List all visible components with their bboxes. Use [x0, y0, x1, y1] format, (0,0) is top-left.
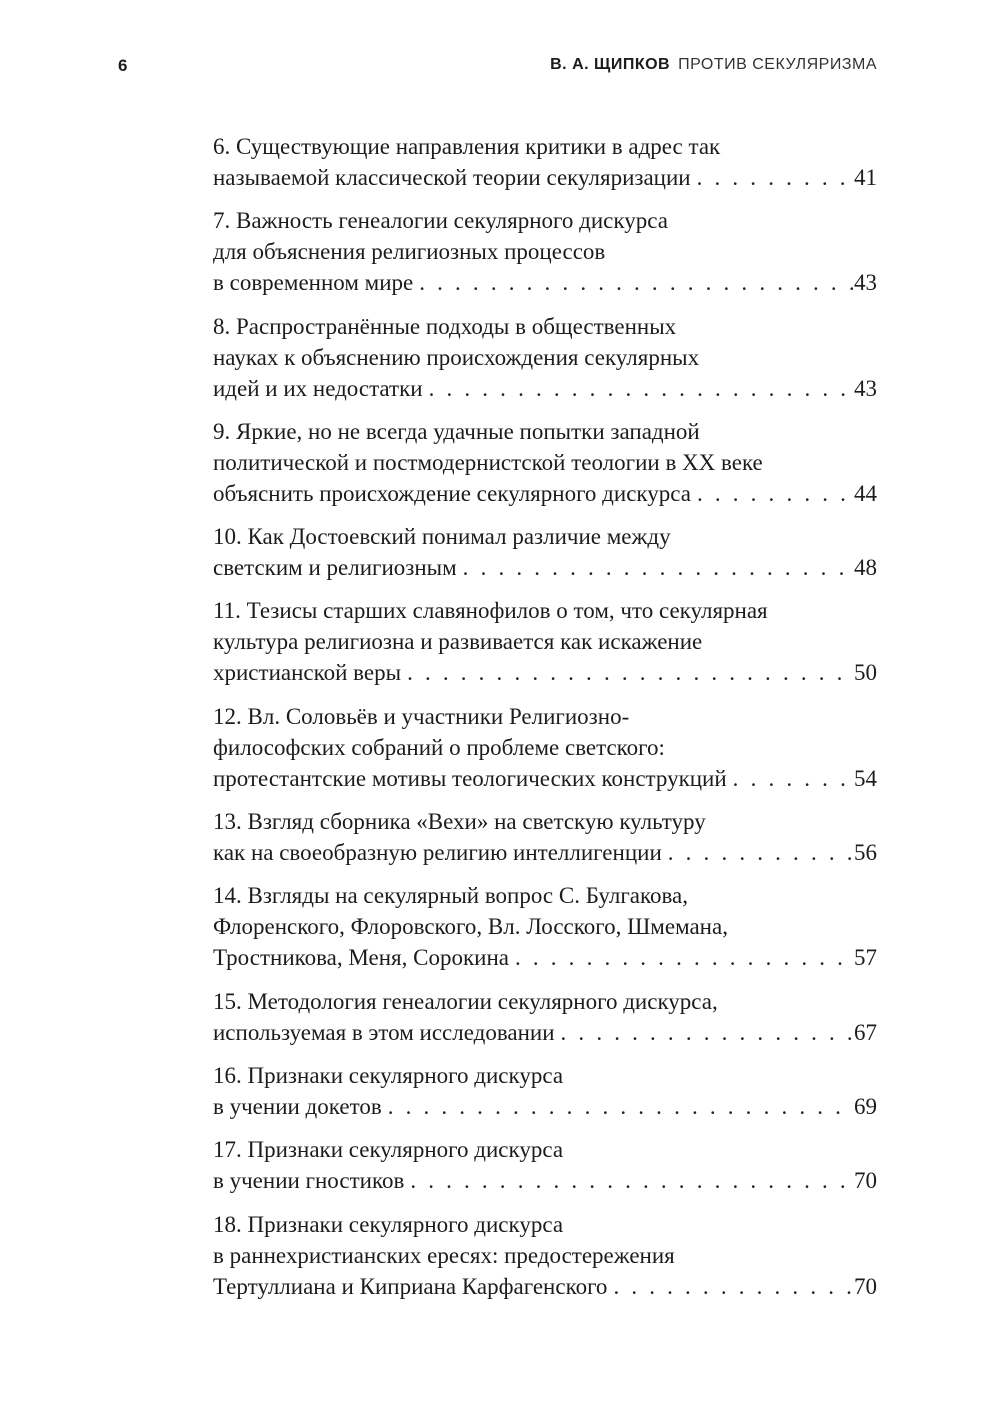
page-number: 6 — [118, 56, 128, 75]
toc-entry-line: в раннехристианских ересях: предостережения — [213, 1242, 675, 1268]
toc-page-number: 48 — [854, 555, 877, 581]
toc-entry-line: для объяснения религиозных процессов — [213, 239, 606, 265]
toc-page-number: 67 — [854, 1019, 877, 1045]
table-of-contents — [213, 131, 877, 1314]
dot-leader — [509, 942, 854, 973]
toc-entry — [213, 1134, 877, 1196]
toc-entry-line: 10. Как Достоевский понимал различие между — [213, 524, 671, 550]
toc-page-number: 50 — [854, 660, 877, 686]
toc-entry-text: светским и религиозным — [213, 555, 457, 581]
toc-entry-line: 12. Вл. Соловьёв и участники Религиозно- — [213, 703, 630, 729]
toc-entry-line: 17. Признаки секулярного дискурса — [213, 1137, 564, 1163]
toc-entry — [213, 521, 877, 583]
toc-entry-text: в учении докетов — [213, 1093, 382, 1119]
toc-entry — [213, 205, 877, 298]
toc-entry-text: как на своеобразную религию интеллигенции — [213, 840, 662, 866]
toc-entry-last-line — [213, 1091, 877, 1122]
toc-entry — [213, 595, 877, 688]
dot-leader — [727, 763, 854, 794]
toc-entry-text: в учении гностиков — [213, 1168, 405, 1194]
book-title: ПРОТИВ СЕКУЛЯРИЗМА — [678, 56, 877, 73]
toc-entry-last-line — [213, 267, 877, 298]
toc-entry-line: философских собраний о проблеме светского: — [213, 734, 665, 760]
toc-entry-last-line — [213, 837, 877, 868]
toc-page-number: 41 — [854, 165, 877, 190]
dot-leader — [662, 837, 854, 868]
toc-entry-last-line — [213, 763, 877, 794]
toc-entry-last-line — [213, 373, 877, 404]
toc-entry-last-line — [213, 1017, 877, 1048]
toc-entry-line: 8. Распространённые подходы в общественных — [213, 313, 677, 339]
toc-page-number: 69 — [854, 1093, 877, 1119]
toc-entry-text: объяснить происхождение секулярного дискурса — [213, 480, 691, 506]
dot-leader — [607, 1271, 854, 1302]
toc-entry — [213, 880, 877, 973]
toc-entry-last-line — [213, 552, 877, 583]
dot-leader — [457, 552, 854, 583]
toc-entry-line: 16. Признаки секулярного дискурса — [213, 1062, 564, 1088]
toc-entry-line: 9. Яркие, но не всегда удачные попытки западной — [213, 418, 700, 444]
toc-page-number: 43 — [854, 375, 877, 401]
toc-entry-last-line — [213, 942, 877, 973]
toc-entry — [213, 1060, 877, 1122]
dot-leader — [423, 373, 854, 404]
toc-entry-line: Флоренского, Флоровского, Вл. Лосского, Шмемана, — [213, 914, 728, 940]
toc-page-number: 70 — [854, 1168, 877, 1194]
toc-page-number: 70 — [854, 1273, 877, 1299]
dot-leader — [401, 657, 854, 688]
toc-entry-line: 11. Тезисы старших славянофилов о том, что секулярная — [213, 598, 768, 624]
toc-entry — [213, 1209, 877, 1302]
toc-entry-text: называемой классической теории секуляризации — [213, 165, 691, 190]
toc-entry-line: 6. Существующие направления критики в адрес так — [213, 134, 721, 159]
dot-leader — [404, 1165, 854, 1196]
toc-page-number: 54 — [854, 765, 877, 791]
dot-leader — [413, 267, 854, 298]
toc-entry-text: используемая в этом исследовании — [213, 1019, 555, 1045]
toc-entry-line: 15. Методология генеалогии секулярного дискурса, — [213, 988, 718, 1014]
dot-leader — [691, 478, 854, 509]
running-header — [0, 56, 1000, 80]
toc-page-number: 43 — [854, 270, 877, 296]
toc-entry — [213, 701, 877, 794]
toc-entry-last-line — [213, 162, 877, 193]
toc-entry — [213, 416, 877, 509]
toc-page-number: 44 — [854, 480, 877, 506]
toc-entry-last-line — [213, 657, 877, 688]
toc-entry-last-line — [213, 1271, 877, 1302]
toc-entry-last-line — [213, 1165, 877, 1196]
toc-entry-text: идей и их недостатки — [213, 375, 423, 401]
toc-entry-line: политической и постмодернистской теологии в XX веке — [213, 449, 763, 475]
toc-entry-line: 14. Взгляды на секулярный вопрос С. Булгакова, — [213, 883, 688, 909]
toc-entry-text: в современном мире — [213, 270, 414, 296]
toc-entry — [213, 311, 877, 404]
toc-entry — [213, 986, 877, 1048]
toc-entry — [213, 806, 877, 868]
toc-entry-text: Тертуллиана и Киприана Карфагенского — [213, 1273, 608, 1299]
dot-leader — [555, 1017, 854, 1048]
toc-page-number: 56 — [854, 840, 877, 866]
toc-entry-last-line — [213, 478, 877, 509]
toc-entry-line: культура религиозна и развивается как искажение — [213, 629, 703, 655]
toc-entry-text: христианской веры — [213, 660, 402, 686]
toc-entry-line: 7. Важность генеалогии секулярного дискурса — [213, 208, 668, 234]
toc-entry-line: 18. Признаки секулярного дискурса — [213, 1211, 564, 1237]
dot-leader — [382, 1091, 854, 1122]
toc-entry-text: протестантские мотивы теологических конструкций — [213, 765, 727, 791]
dot-leader — [691, 162, 854, 193]
toc-entry-line: 13. Взгляд сборника «Вехи» на светскую культуру — [213, 809, 706, 835]
toc-page-number: 57 — [854, 945, 877, 971]
toc-entry-line: науках к объяснению происхождения секулярных — [213, 344, 700, 370]
author-name: В. А. ЩИПКОВ — [550, 56, 671, 73]
running-head — [550, 56, 877, 74]
toc-entry — [213, 131, 877, 193]
toc-entry-text: Тростникова, Меня, Сорокина — [213, 945, 509, 971]
